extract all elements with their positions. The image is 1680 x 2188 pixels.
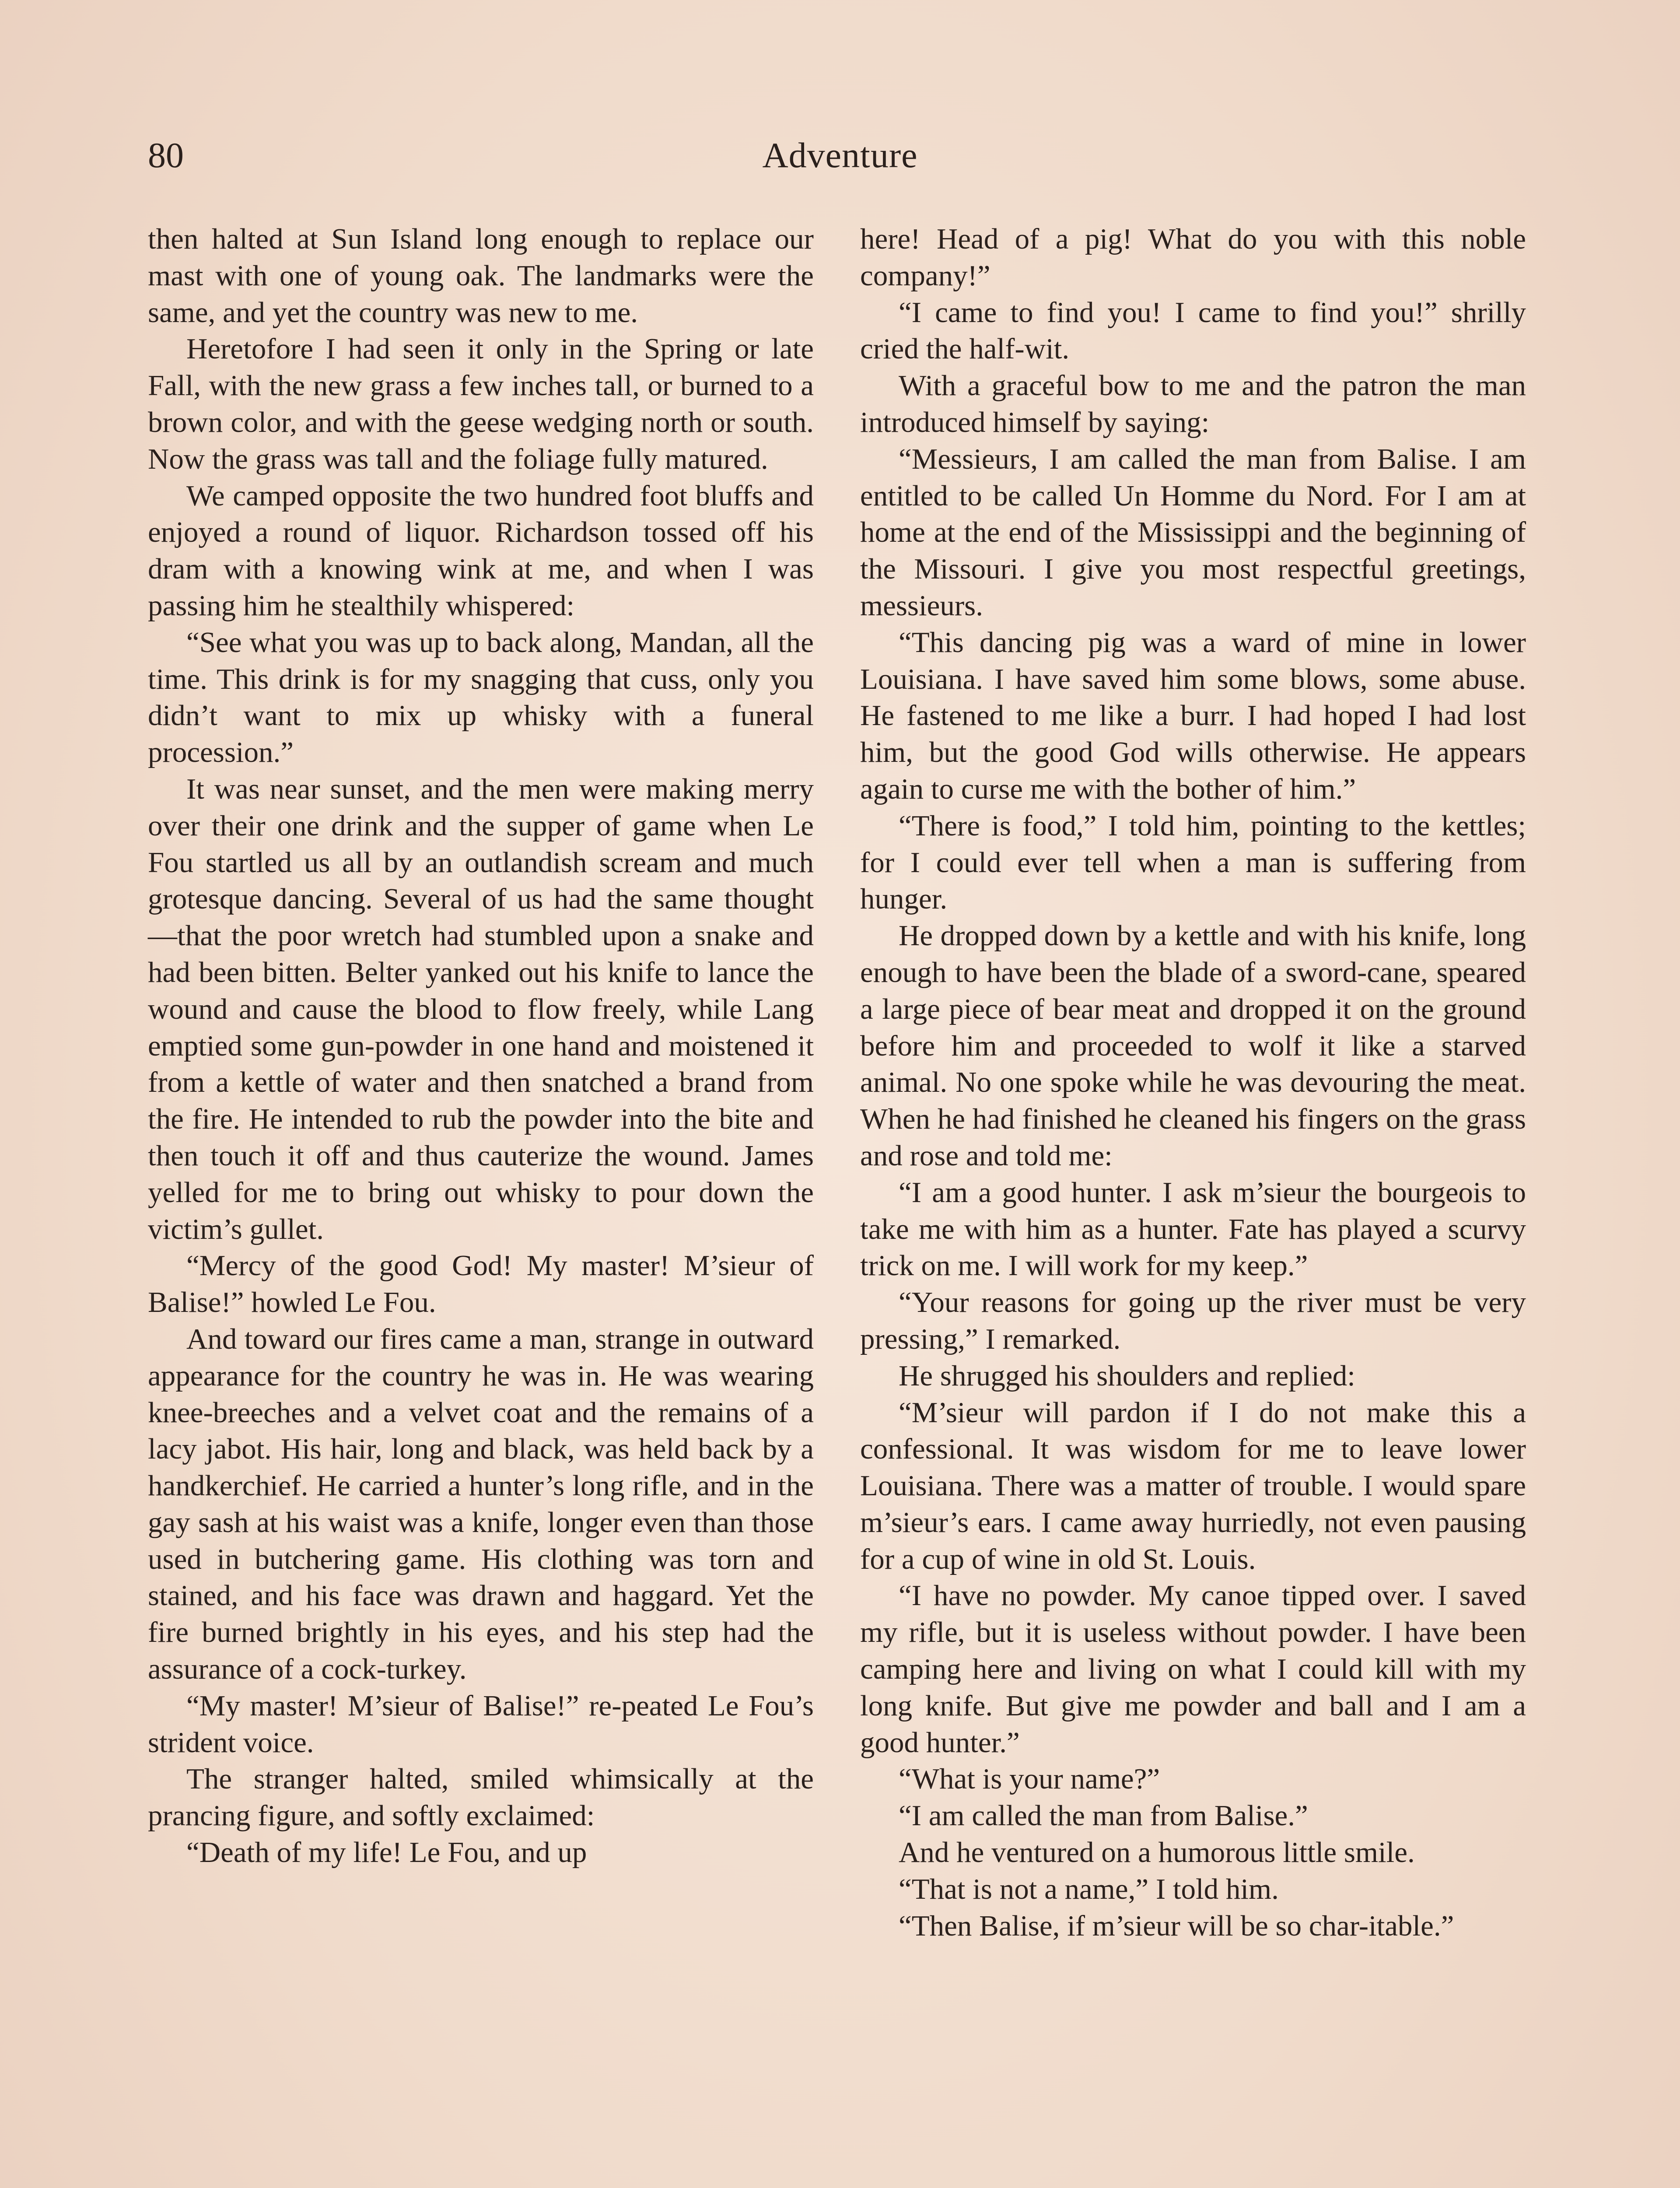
- paragraph: “My master! M’sieur of Balise!” re-peated Le Fou’s strident voice.: [148, 1689, 814, 1759]
- page-header: [148, 131, 1532, 179]
- paragraph: “That is not a name,” I told him.: [899, 1872, 1279, 1905]
- paragraph: We camped opposite the two hundred foot bluffs and enjoyed a round of liquor. Richardson tossed off his dram with a knowing wink at me, and when I was passing him he stealthily whispered:: [148, 479, 814, 622]
- paragraph: “M’sieur will pardon if I do not make this a confessional. It was wisdom for me to leave lower Louisiana. There was a matter of trouble. I would spare m’sieur’s ears. I came away hurriedly, not even pausing for a cup of wine in old St. Louis.: [860, 1396, 1526, 1575]
- right-column: [860, 221, 1526, 1944]
- left-column: [148, 221, 814, 1871]
- running-title: Adventure: [762, 135, 918, 175]
- paragraph: here! Head of a pig! What do you with this noble company!”: [860, 223, 1526, 292]
- paragraph: And toward our fires came a man, strange in outward appearance for the country he was in. He was wearing knee-breeches and a velvet coat and the remains of a lacy jabot. His hair, long and black, was held back by a handkerchief. He carried a hunter’s long rifle, and in the gay sash at his waist was a knife, longer even than those used in butchering game. His clothing was torn and stained, and his face was drawn and haggard. Yet the fire burned brightly in his eyes, and his step had the assurance of a cock-turkey.: [148, 1322, 814, 1686]
- paragraph: The stranger halted, smiled whimsically at the prancing figure, and softly exclaimed:: [148, 1763, 814, 1832]
- paragraph: “Messieurs, I am called the man from Balise. I am entitled to be called Un Homme du Nord. For I am at home at the end of the Mississippi and the beginning of the Missouri. I give you most respectful greetings, messieurs.: [860, 442, 1526, 622]
- paragraph: “This dancing pig was a ward of mine in lower Louisiana. I have saved him some blows, some abuse. He fastened to me like a burr. I had hoped I had lost him, but the good God wills otherwise. He appears again to curse me with the bother of him.”: [860, 626, 1526, 805]
- paragraph: He dropped down by a kettle and with his knife, long enough to have been the blade of a sword-cane, speared a large piece of bear meat and dropped it on the ground before him and proceeded to wolf it like a starved animal. No one spoke while he was devouring the meat. When he had finished he cleaned his fingers on the grass and rose and told me:: [860, 919, 1526, 1172]
- paragraph: “See what you was up to back along, Mandan, all the time. This drink is for my snagging that cuss, only you didn’t want to mix up whisky with a funeral procession.”: [148, 626, 814, 769]
- paragraph: “Your reasons for going up the river must be very pressing,” I remarked.: [860, 1286, 1526, 1355]
- paragraph: Heretofore I had seen it only in the Spring or late Fall, with the new grass a few inches tall, or burned to a brown color, and with the geese wedging north or south. Now the grass was tall and the foliage fully matured.: [148, 333, 814, 475]
- paragraph: then halted at Sun Island long enough to replace our mast with one of young oak. The landmarks were the same, and yet the country was new to me.: [148, 223, 814, 329]
- page-number: 80: [148, 135, 184, 175]
- paragraph: “I have no powder. My canoe tipped over. I saved my rifle, but it is useless without powder. I have been camping here and living on what I could kill with my long knife. But give me powder and ball and I am a good hunter.”: [860, 1579, 1526, 1759]
- paragraph: “I am called the man from Balise.”: [899, 1799, 1308, 1832]
- paragraph: And he ventured on a humorous little smile.: [899, 1836, 1415, 1869]
- paragraph: “I am a good hunter. I ask m’sieur the bourgeois to take me with him as a hunter. Fate has played a scurvy trick on me. I will work for my keep.”: [860, 1176, 1526, 1282]
- paragraph: He shrugged his shoulders and replied:: [899, 1359, 1355, 1392]
- paragraph: It was near sunset, and the men were making merry over their one drink and the supper of game when Le Fou startled us all by an outlandish scream and much grotesque dancing. Several of us had the same thought—that the poor wretch had stumbled upon a snake and had been bitten. Belter yanked out his knife to lance the wound and cause the blood to flow freely, while Lang emptied some gun-powder in one hand and moistened it from a kettle of water and then snatched a brand from the fire. He intended to rub the powder into the bite and then touch it off and thus cauterize the wound. James yelled for me to bring out whisky to pour down the victim’s gullet.: [148, 772, 814, 1245]
- paragraph: “Then Balise, if m’sieur will be so char-itable.”: [899, 1909, 1454, 1942]
- paragraph: “I came to find you! I came to find you!” shrilly cried the half-wit.: [860, 296, 1526, 365]
- paragraph: “Mercy of the good God! My master! M’sieur of Balise!” howled Le Fou.: [148, 1249, 814, 1319]
- paragraph: “There is food,” I told him, pointing to the kettles; for I could ever tell when a man is suffering from hunger.: [860, 809, 1526, 915]
- paragraph: “Death of my life! Le Fou, and up: [186, 1836, 587, 1869]
- paragraph: “What is your name?”: [899, 1763, 1160, 1795]
- paragraph: With a graceful bow to me and the patron the man introduced himself by saying:: [860, 369, 1526, 438]
